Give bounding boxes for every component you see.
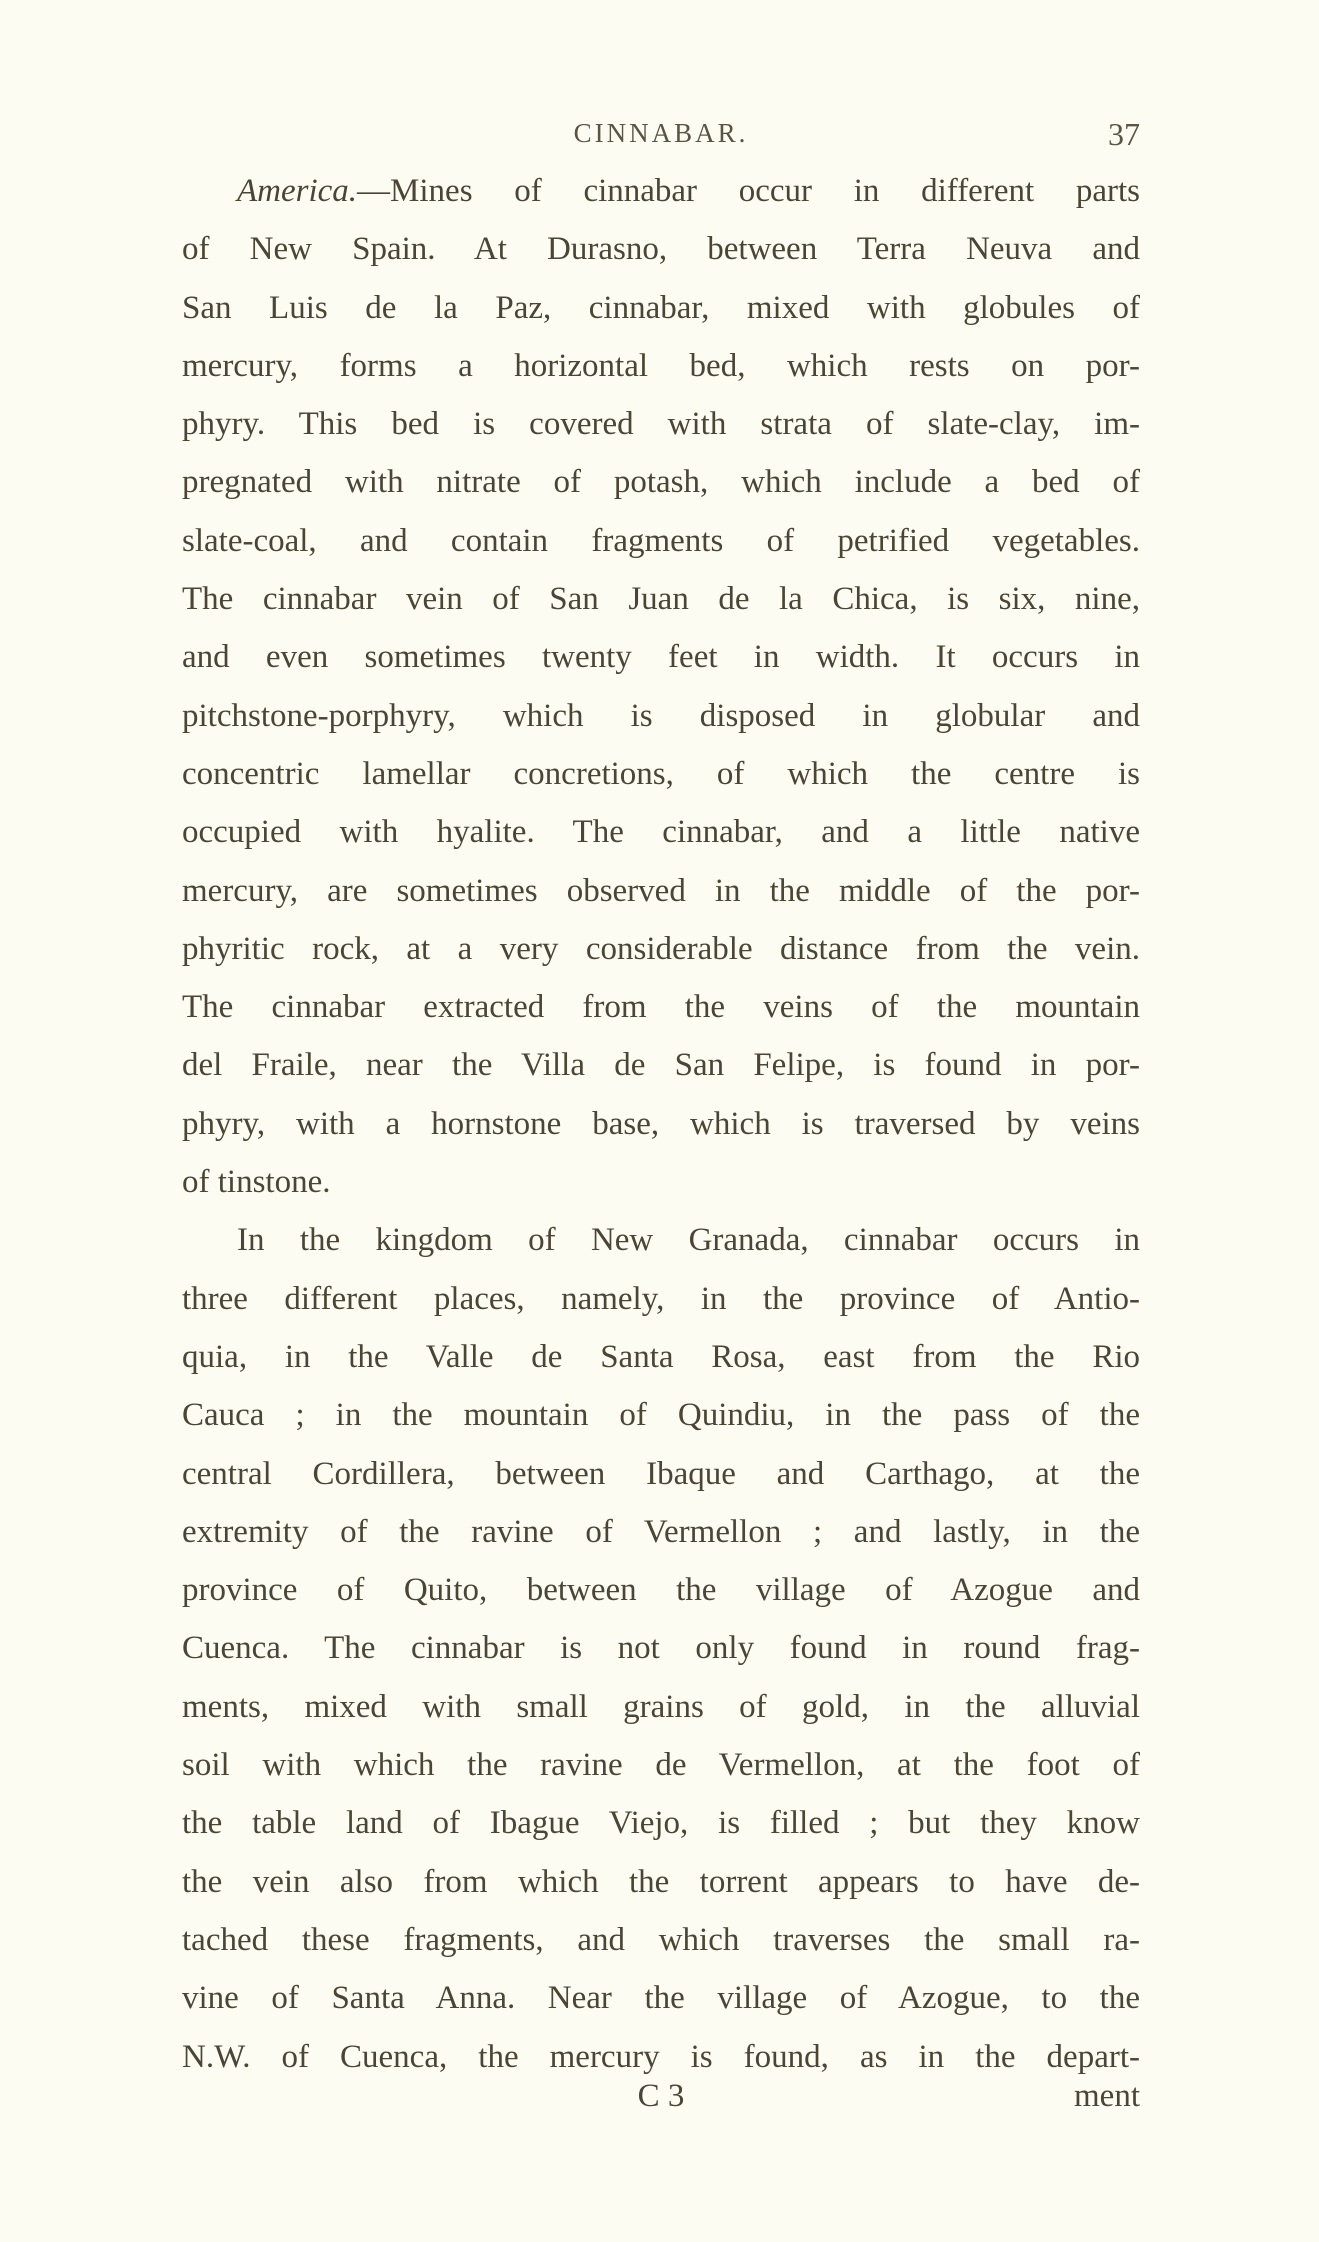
- text-line: [182, 1445, 1140, 1503]
- text-line: [182, 279, 1140, 337]
- line-text: of New Spain. At Durasno, between Terra Neuva and: [182, 231, 1140, 268]
- signature-mark: C 3: [637, 2078, 685, 2114]
- text-line: [182, 1561, 1140, 1619]
- line-text: N.W. of Cuenca, the mercury is found, as in the depart-: [182, 2038, 1140, 2075]
- text-line: [182, 162, 1140, 220]
- line-text: three different places, namely, in the province of Antio-: [182, 1280, 1140, 1317]
- text-line: [182, 1619, 1140, 1677]
- running-title: CINNABAR.: [573, 118, 749, 148]
- text-line: [182, 1503, 1140, 1561]
- line-text: pitchstone-porphyry, which is disposed in globular and: [182, 697, 1140, 734]
- line-text: concentric lamellar concretions, of which the centre is: [182, 755, 1140, 792]
- line-text: occupied with hyalite. The cinnabar, and a little native: [182, 814, 1140, 851]
- line-text: —Mines of cinnabar occur in different parts: [357, 173, 1140, 209]
- text-line: [182, 1853, 1140, 1911]
- text-line: [182, 1386, 1140, 1444]
- text-line: [182, 803, 1140, 861]
- text-line: [182, 1969, 1140, 2027]
- text-line: [182, 1794, 1140, 1852]
- line-text: The cinnabar vein of San Juan de la Chica, is six, nine,: [182, 581, 1140, 618]
- line-text: vine of Santa Anna. Near the village of Azogue, to the: [182, 1980, 1140, 2017]
- line-text: central Cordillera, between Ibaque and Carthago, at the: [182, 1455, 1140, 1492]
- line-text: Cauca ; in the mountain of Quindiu, in the pass of the: [182, 1397, 1140, 1434]
- line-text: phyry, with a hornstone base, which is traversed by veins: [182, 1105, 1140, 1142]
- section-lead: America.: [237, 173, 358, 209]
- text-line: [182, 862, 1140, 920]
- text-line: [182, 1736, 1140, 1794]
- text-line: [182, 337, 1140, 395]
- line-text: province of Quito, between the village of Azogue and: [182, 1572, 1140, 1609]
- line-text: del Fraile, near the Villa de San Felipe, is found in por-: [182, 1047, 1140, 1084]
- line-text: the vein also from which the torrent appears to have de-: [182, 1863, 1140, 1900]
- page-footer: [182, 2078, 1140, 2128]
- text-line: [182, 920, 1140, 978]
- line-text: and even sometimes twenty feet in width. It occurs in: [182, 639, 1140, 676]
- text-line: [182, 395, 1140, 453]
- catchword: ment: [1074, 2078, 1140, 2114]
- text-line: [182, 628, 1140, 686]
- text-line: [182, 1678, 1140, 1736]
- text-line: [182, 512, 1140, 570]
- line-text: phyry. This bed is covered with strata of slate-clay, im-: [182, 406, 1140, 443]
- text-line: [182, 453, 1140, 511]
- text-line: [182, 570, 1140, 628]
- text-line: [182, 1270, 1140, 1328]
- line-text: mercury, are sometimes observed in the middle of the por-: [182, 872, 1140, 909]
- line-text: Cuenca. The cinnabar is not only found in round frag-: [182, 1630, 1140, 1667]
- line-text: soil with which the ravine de Vermellon, at the foot of: [182, 1747, 1140, 1784]
- line-text: tached these fragments, and which traverses the small ra-: [182, 1921, 1140, 1958]
- text-line: [182, 1036, 1140, 1094]
- body-text: [182, 162, 1140, 2086]
- page-number: 37: [1108, 116, 1140, 152]
- line-text: In the kingdom of New Granada, cinnabar occurs in: [237, 1222, 1140, 1259]
- line-text: the table land of Ibague Viejo, is filled ; but they know: [182, 1805, 1140, 1842]
- text-line: [182, 1153, 1140, 1211]
- line-text: of tinstone.: [182, 1164, 331, 1201]
- text-line: [182, 687, 1140, 745]
- text-line: [182, 1911, 1140, 1969]
- line-text: The cinnabar extracted from the veins of the mountain: [182, 989, 1140, 1026]
- line-text: mercury, forms a horizontal bed, which rests on por-: [182, 347, 1140, 384]
- line-text: extremity of the ravine of Vermellon ; and lastly, in the: [182, 1513, 1140, 1550]
- line-text: pregnated with nitrate of potash, which include a bed of: [182, 464, 1140, 501]
- page-header: [182, 118, 1140, 158]
- text-line: [182, 1095, 1140, 1153]
- line-text: quia, in the Valle de Santa Rosa, east from the Rio: [182, 1338, 1140, 1375]
- text-line: [182, 745, 1140, 803]
- text-line: [182, 220, 1140, 278]
- line-text: ments, mixed with small grains of gold, in the alluvial: [182, 1688, 1140, 1725]
- line-text: slate-coal, and contain fragments of petrified vegetables.: [182, 522, 1140, 559]
- line-text: San Luis de la Paz, cinnabar, mixed with globules of: [182, 289, 1140, 326]
- text-line: [182, 1328, 1140, 1386]
- text-line: [182, 978, 1140, 1036]
- text-line: [182, 1211, 1140, 1269]
- line-text: phyritic rock, at a very considerable distance from the vein.: [182, 930, 1140, 967]
